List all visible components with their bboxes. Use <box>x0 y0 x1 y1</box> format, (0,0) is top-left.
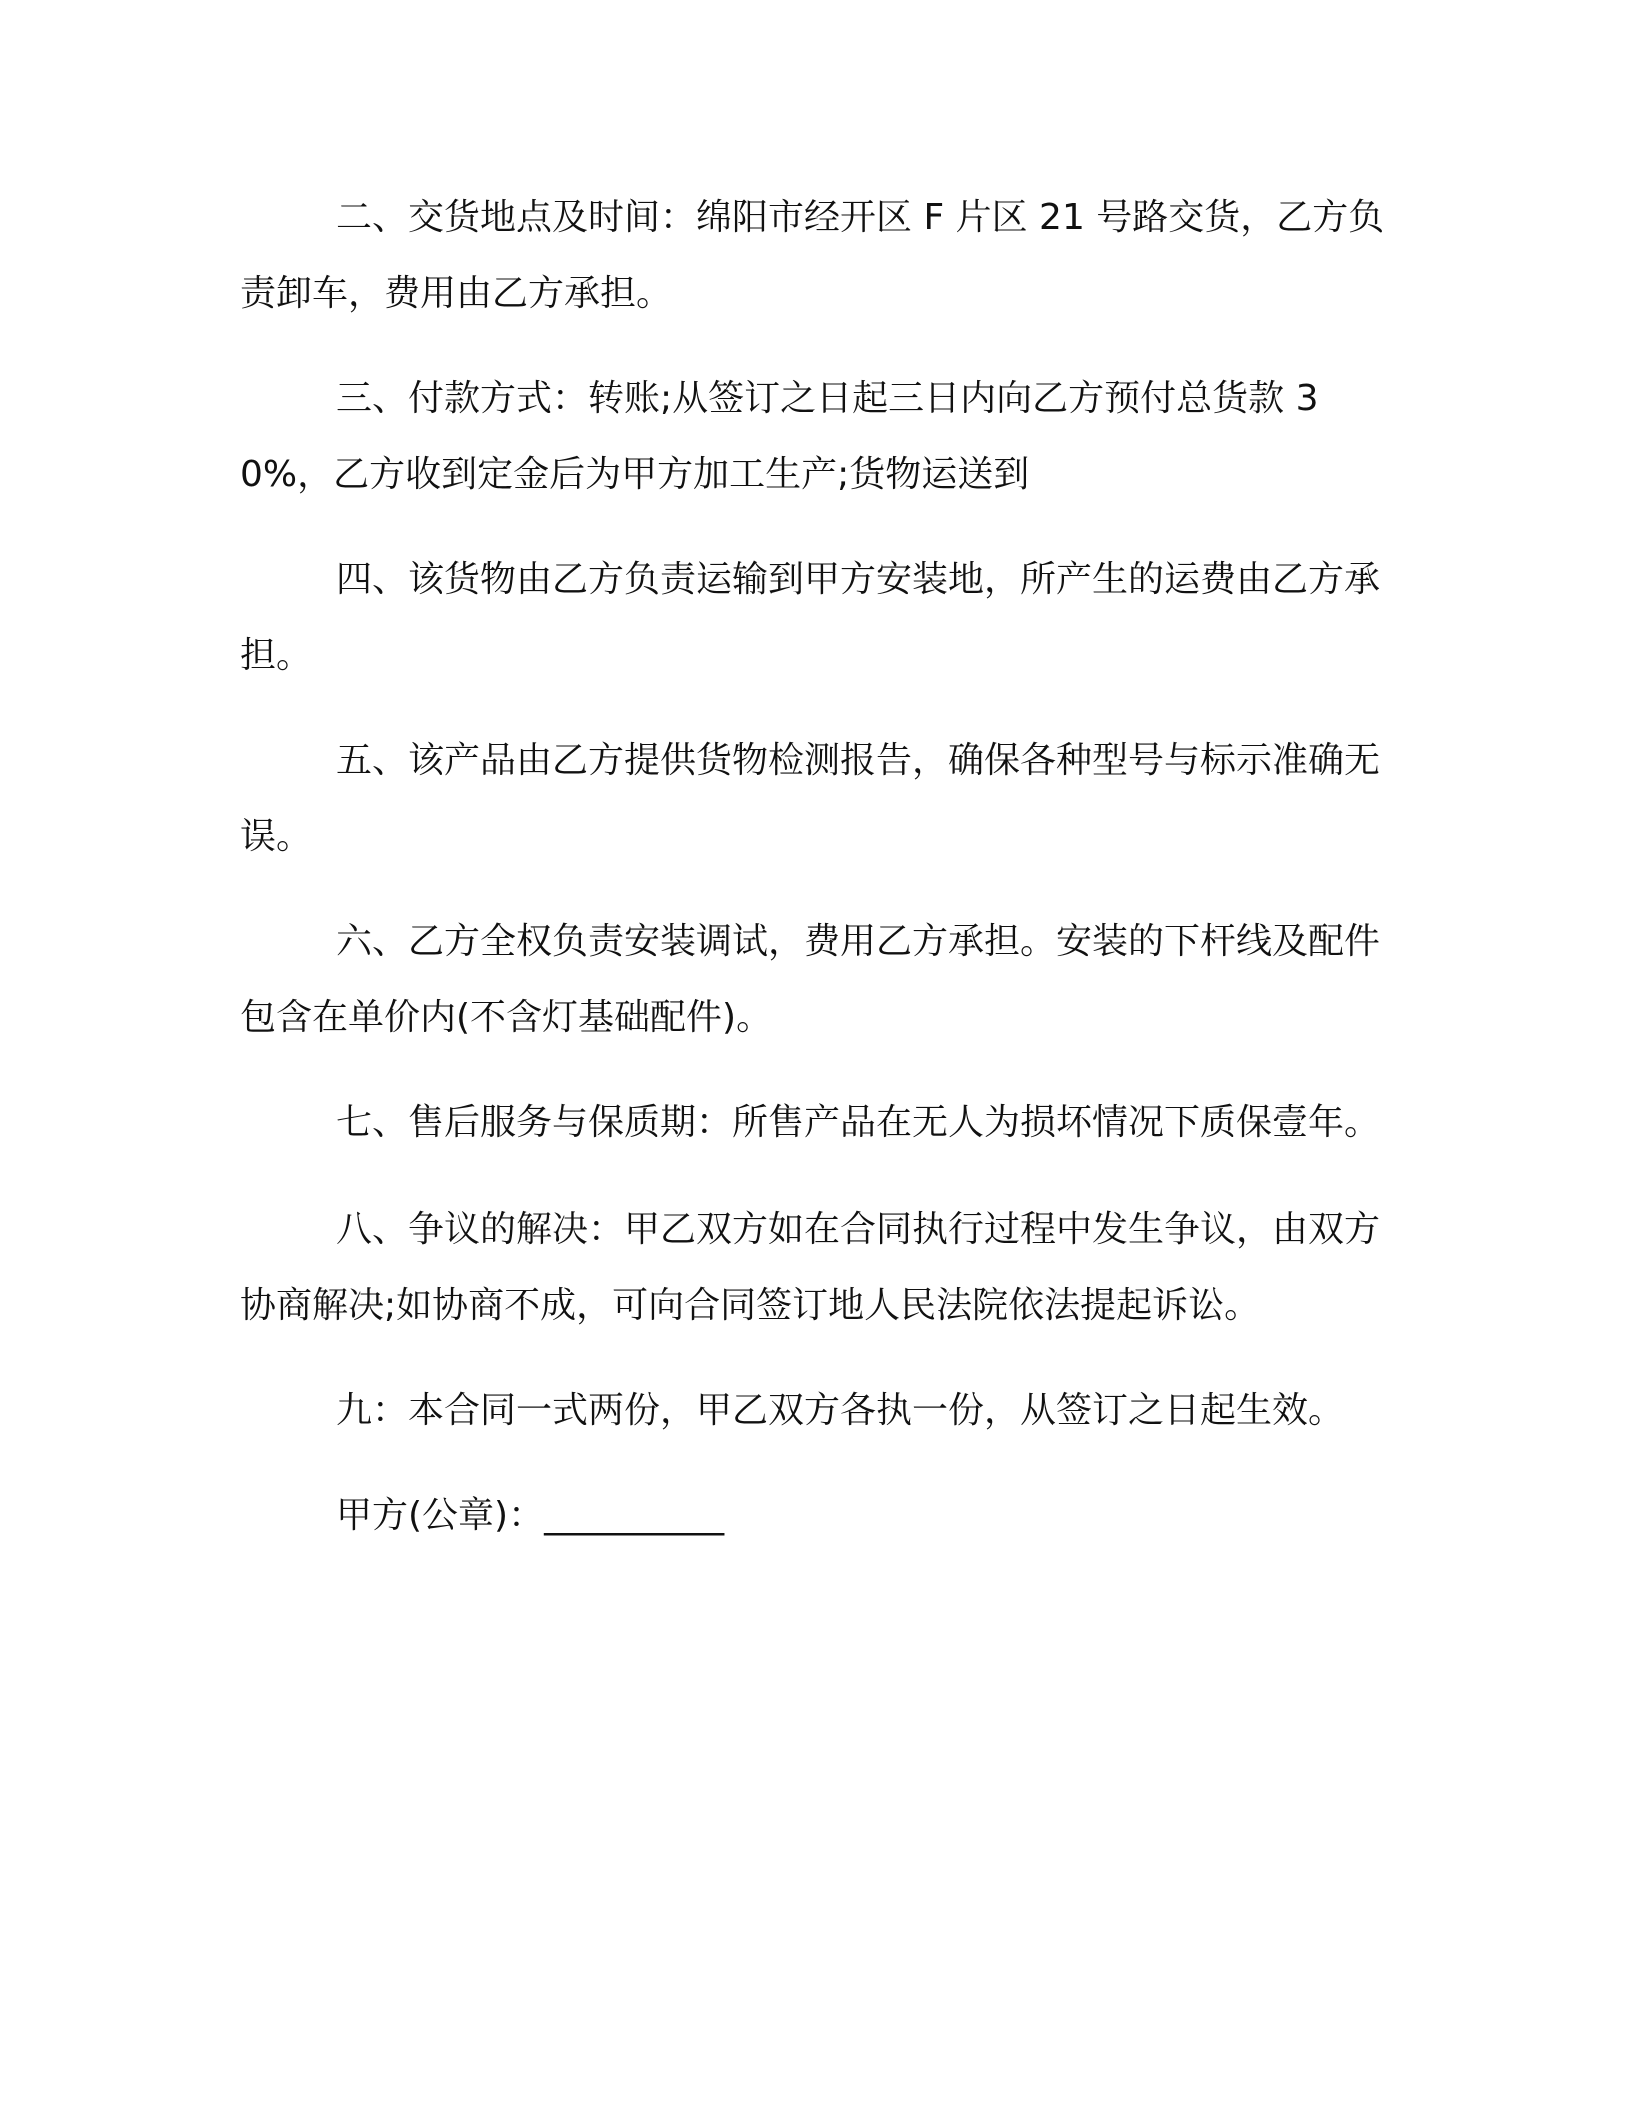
party-a-signature-line <box>240 1478 1400 1554</box>
clause-copies: 九：本合同一式两份，甲乙双方各执一份，从签订之日起生效。 <box>336 1390 1345 1431</box>
clause-payment: 三、付款方式：转账;从签订之日起三日内向乙方预付总货款 30%，乙方收到定金后为甲方加工生产;货物运送到 <box>240 378 1319 495</box>
clause-delivery: 二、交货地点及时间：绵阳市经开区 F 片区 21 号路交货，乙方负责卸车，费用由乙方承担。 <box>240 197 1385 314</box>
signature-blank: __________ <box>544 1495 725 1536</box>
clause-inspection: 五、该产品由乙方提供货物检测报告，确保各种型号与标示准确无误。 <box>240 740 1381 857</box>
party-a-seal-label: 甲方(公章)： <box>336 1495 545 1536</box>
clause-installation: 六、乙方全权负责安装调试，费用乙方承担。安装的下杆线及配件包含在单价内(不含灯基础配件)。 <box>240 921 1381 1038</box>
clause-dispute: 八、争议的解决：甲乙双方如在合同执行过程中发生争议，由双方协商解决;如协商不成，可向合同签订地人民法院依法提起诉讼。 <box>240 1209 1381 1326</box>
clause-warranty: 七、售后服务与保质期：所售产品在无人为损坏情况下质保壹年。 <box>336 1102 1381 1143</box>
clause-transport: 四、该货物由乙方负责运输到甲方安装地，所产生的运费由乙方承担。 <box>240 559 1381 676</box>
